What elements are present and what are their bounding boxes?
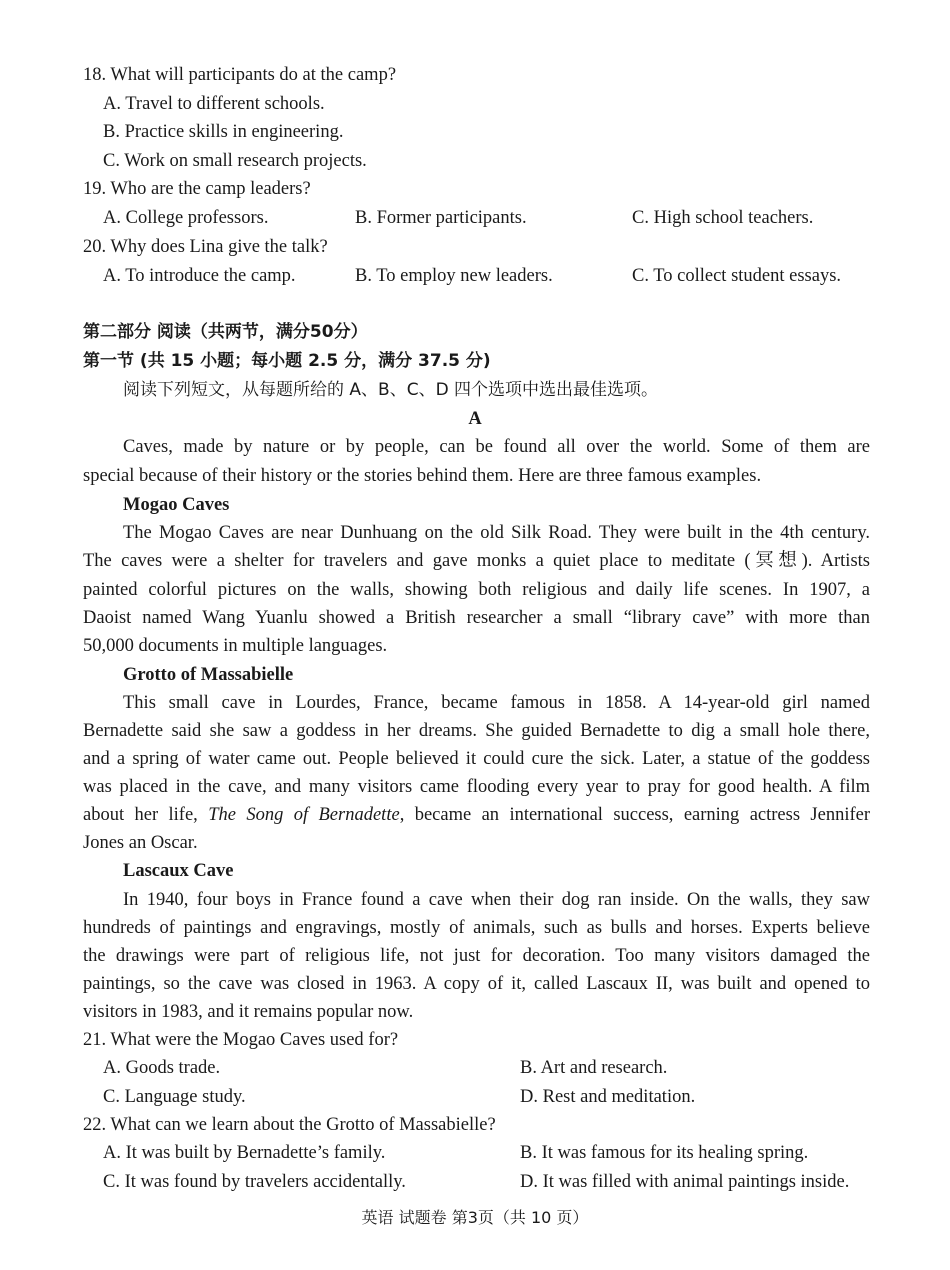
mogao-line-3: painted colorful pictures on the walls, showing both religious and daily life scenes. In 1907, a — [83, 580, 870, 600]
massabielle-line-3: and a spring of water came out. People believed it could cure the sick. Later, a statue of the goddess — [83, 749, 870, 769]
film-title: The Song of Bernadette — [208, 805, 400, 825]
film-post-text: , became an international success, earning actress Jennifer — [399, 805, 871, 825]
q18-option-c[interactable]: C. Work on small research projects. — [103, 151, 367, 171]
q19-option-b[interactable]: B. Former participants. — [355, 208, 527, 228]
section1-instruction: 阅读下列短文，从每题所给的 A、B、C、D 四个选项中选出最佳选项。 — [123, 380, 659, 400]
lascaux-heading: Lascaux Cave — [123, 861, 234, 881]
q18-stem: 18. What will participants do at the camp? — [83, 65, 397, 85]
q21-stem: 21. What were the Mogao Caves used for? — [83, 1030, 399, 1050]
q22-option-b[interactable]: B. It was famous for its healing spring. — [520, 1143, 809, 1163]
massabielle-line-2: Bernadette said she saw a goddess in her dreams. She guided Bernadette to dig a small hole there, — [83, 721, 870, 741]
q19-option-c[interactable]: C. High school teachers. — [632, 208, 814, 228]
q20-option-b[interactable]: B. To employ new leaders. — [355, 266, 553, 286]
massabielle-line-4: was placed in the cave, and many visitors came flooding every year to pray for good health. A film — [83, 777, 870, 797]
mogao-line-2: The caves were a shelter for travelers and gave monks a quiet place to meditate (冥想). Artists — [83, 551, 870, 571]
lascaux-line-3: the drawings were part of religious life, not just for decoration. Too many visitors damaged the — [83, 946, 870, 966]
mogao-line-5: 50,000 documents in multiple languages. — [83, 636, 388, 656]
passage-label: A — [468, 409, 482, 429]
q22-option-c[interactable]: C. It was found by travelers accidentally. — [103, 1172, 406, 1192]
film-pre-text: about her life, — [83, 805, 209, 825]
mogao-line-1: The Mogao Caves are near Dunhuang on the old Silk Road. They were built in the 4th century. — [123, 523, 870, 543]
q19-stem: 19. Who are the camp leaders? — [83, 179, 311, 199]
mogao-line-4: Daoist named Wang Yuanlu showed a British researcher a small “library cave” with more than — [83, 608, 870, 628]
lascaux-line-1: In 1940, four boys in France found a cave when their dog ran inside. On the walls, they saw — [123, 890, 870, 910]
q20-option-c[interactable]: C. To collect student essays. — [632, 266, 842, 286]
intro-line-1: Caves, made by nature or by people, can be found all over the world. Some of them are — [123, 437, 870, 457]
mogao-heading: Mogao Caves — [123, 495, 230, 515]
section1-title: 第一节 (共 15 小题；每小题 2.5 分，满分 37.5 分) — [83, 351, 491, 371]
lascaux-line-2: hundreds of paintings and engravings, mostly of animals, such as bulls and horses. Experts believe — [83, 918, 870, 938]
massabielle-heading: Grotto of Massabielle — [123, 665, 294, 685]
intro-line-2: special because of their history or the stories behind them. Here are three famous examples. — [83, 466, 762, 486]
q22-option-a[interactable]: A. It was built by Bernadette’s family. — [103, 1143, 386, 1163]
q20-option-a[interactable]: A. To introduce the camp. — [103, 266, 296, 286]
q18-option-a[interactable]: A. Travel to different schools. — [103, 94, 325, 114]
q21-option-b[interactable]: B. Art and research. — [520, 1058, 668, 1078]
massabielle-line-1: This small cave in Lourdes, France, became famous in 1858. A 14-year-old girl named — [123, 693, 870, 713]
lascaux-line-4: paintings, so the cave was closed in 1963. A copy of it, called Lascaux II, was built and opened to — [83, 974, 870, 994]
massabielle-line-5 — [83, 804, 870, 826]
q21-option-a[interactable]: A. Goods trade. — [103, 1058, 221, 1078]
q21-option-c[interactable]: C. Language study. — [103, 1087, 246, 1107]
lascaux-line-5: visitors in 1983, and it remains popular now. — [83, 1002, 414, 1022]
part2-title: 第二部分 阅读（共两节，满分50分） — [83, 322, 368, 342]
q22-stem: 22. What can we learn about the Grotto of Massabielle? — [83, 1115, 496, 1135]
q18-option-b[interactable]: B. Practice skills in engineering. — [103, 122, 344, 142]
q19-option-a[interactable]: A. College professors. — [103, 208, 269, 228]
massabielle-line-6: Jones an Oscar. — [83, 833, 198, 853]
page-footer: 英语 试题卷 第3页（共 10 页） — [361, 1208, 589, 1227]
q20-stem: 20. Why does Lina give the talk? — [83, 237, 328, 257]
q21-option-d[interactable]: D. Rest and meditation. — [520, 1087, 696, 1107]
q22-option-d[interactable]: D. It was filled with animal paintings inside. — [520, 1172, 850, 1192]
